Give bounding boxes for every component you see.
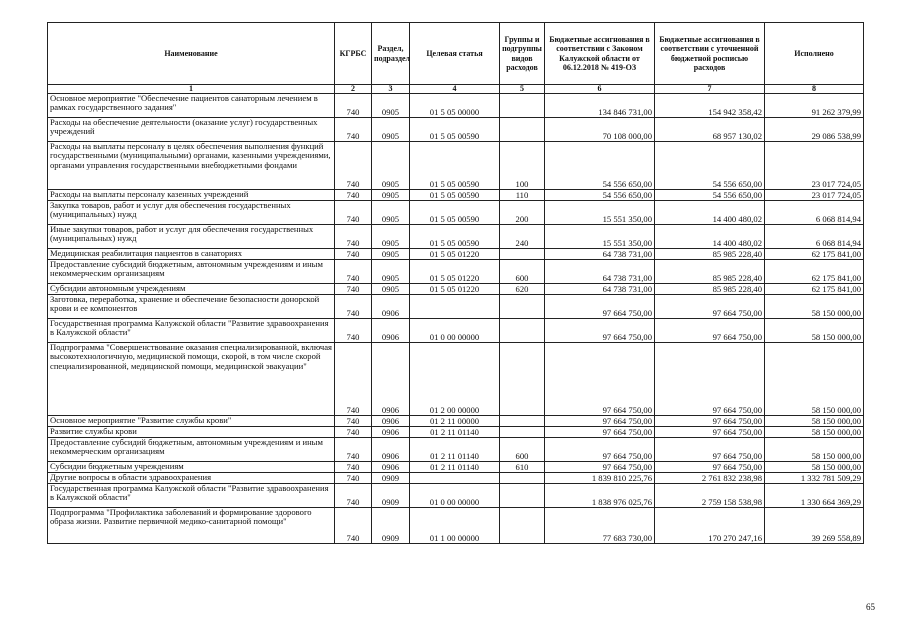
row-name-cell: Основное мероприятие "Развитие службы крови": [48, 416, 335, 427]
section-cell: 0905: [372, 190, 410, 201]
refined-amount-cell: 170 270 247,16: [655, 508, 765, 544]
expense-type-cell: [500, 484, 545, 508]
header-expense-groups: Группы и подгруппы видов расходов: [500, 23, 545, 85]
kgrbs-cell: 740: [335, 94, 372, 118]
section-cell: 0905: [372, 142, 410, 190]
table-row: [48, 249, 864, 260]
refined-amount-cell: 97 664 750,00: [655, 462, 765, 473]
kgrbs-cell: 740: [335, 284, 372, 295]
executed-amount-cell: 29 086 538,99: [765, 118, 864, 142]
law-amount-cell: 97 664 750,00: [545, 462, 655, 473]
law-amount-cell: 1 838 976 025,76: [545, 484, 655, 508]
table-row: [48, 118, 864, 142]
kgrbs-cell: 740: [335, 416, 372, 427]
section-cell: 0905: [372, 260, 410, 284]
refined-amount-cell: 14 400 480,02: [655, 225, 765, 249]
law-amount-cell: 15 551 350,00: [545, 201, 655, 225]
target-article-cell: 01 2 00 00000: [410, 343, 500, 416]
section-cell: 0906: [372, 438, 410, 462]
kgrbs-cell: 740: [335, 473, 372, 484]
law-amount-cell: 15 551 350,00: [545, 225, 655, 249]
section-cell: 0906: [372, 462, 410, 473]
refined-amount-cell: 97 664 750,00: [655, 416, 765, 427]
header-name: Наименование: [48, 23, 335, 85]
row-name-cell: Расходы на выплаты персоналу казенных учреждений: [48, 190, 335, 201]
target-article-cell: 01 5 05 01220: [410, 249, 500, 260]
target-article-cell: 01 2 11 00000: [410, 416, 500, 427]
table-row: [48, 319, 864, 343]
target-article-cell: 01 1 00 00000: [410, 508, 500, 544]
section-cell: 0909: [372, 508, 410, 544]
target-article-cell: 01 5 05 00000: [410, 94, 500, 118]
header-refined-allocations: Бюджетные ассигнования в соответствии с уточненной бюджетной росписью расходов: [655, 23, 765, 85]
law-amount-cell: 97 664 750,00: [545, 427, 655, 438]
section-cell: 0905: [372, 225, 410, 249]
section-cell: 0905: [372, 118, 410, 142]
header-row: [48, 23, 864, 85]
column-number: 4: [410, 85, 500, 94]
table-row: [48, 462, 864, 473]
column-number: 1: [48, 85, 335, 94]
executed-amount-cell: 58 150 000,00: [765, 416, 864, 427]
row-name-cell: Субсидии автономным учреждениям: [48, 284, 335, 295]
kgrbs-cell: 740: [335, 118, 372, 142]
refined-amount-cell: 14 400 480,02: [655, 201, 765, 225]
table-row: [48, 416, 864, 427]
law-amount-cell: 64 738 731,00: [545, 260, 655, 284]
executed-amount-cell: 39 269 558,89: [765, 508, 864, 544]
column-number: 6: [545, 85, 655, 94]
expense-type-cell: [500, 295, 545, 319]
table-body: [48, 94, 864, 544]
header-kgrbs: КГРБС: [335, 23, 372, 85]
section-cell: 0905: [372, 284, 410, 295]
kgrbs-cell: 740: [335, 343, 372, 416]
refined-amount-cell: 54 556 650,00: [655, 142, 765, 190]
target-article-cell: [410, 473, 500, 484]
header-razdel: Раздел, подраздел: [372, 23, 410, 85]
target-article-cell: 01 0 00 00000: [410, 484, 500, 508]
column-number: 8: [765, 85, 864, 94]
target-article-cell: 01 5 05 01220: [410, 260, 500, 284]
section-cell: 0906: [372, 343, 410, 416]
row-name-cell: Основное мероприятие "Обеспечение пациентов санаторным лечением в рамках государственного задания": [48, 94, 335, 118]
table-row: [48, 343, 864, 416]
kgrbs-cell: 740: [335, 462, 372, 473]
expense-type-cell: [500, 427, 545, 438]
expense-type-cell: [500, 508, 545, 544]
refined-amount-cell: 97 664 750,00: [655, 427, 765, 438]
section-cell: 0906: [372, 427, 410, 438]
kgrbs-cell: 740: [335, 508, 372, 544]
refined-amount-cell: 85 985 228,40: [655, 260, 765, 284]
executed-amount-cell: 1 332 781 509,29: [765, 473, 864, 484]
executed-amount-cell: 91 262 379,99: [765, 94, 864, 118]
section-cell: 0905: [372, 249, 410, 260]
budget-table: [47, 22, 864, 544]
law-amount-cell: 97 664 750,00: [545, 416, 655, 427]
kgrbs-cell: 740: [335, 427, 372, 438]
table-row: [48, 190, 864, 201]
row-name-cell: Расходы на обеспечение деятельности (оказание услуг) государственных учреждений: [48, 118, 335, 142]
executed-amount-cell: 62 175 841,00: [765, 260, 864, 284]
expense-type-cell: [500, 473, 545, 484]
refined-amount-cell: 54 556 650,00: [655, 190, 765, 201]
expense-type-cell: 240: [500, 225, 545, 249]
law-amount-cell: 54 556 650,00: [545, 142, 655, 190]
executed-amount-cell: 58 150 000,00: [765, 462, 864, 473]
law-amount-cell: 64 738 731,00: [545, 249, 655, 260]
table-row: [48, 438, 864, 462]
executed-amount-cell: 62 175 841,00: [765, 284, 864, 295]
expense-type-cell: [500, 118, 545, 142]
executed-amount-cell: 6 068 814,94: [765, 201, 864, 225]
executed-amount-cell: 62 175 841,00: [765, 249, 864, 260]
refined-amount-cell: 68 957 130,02: [655, 118, 765, 142]
row-name-cell: Медицинская реабилитация пациентов в санаториях: [48, 249, 335, 260]
kgrbs-cell: 740: [335, 201, 372, 225]
row-name-cell: Иные закупки товаров, работ и услуг для обеспечения государственных (муниципальных) нужд: [48, 225, 335, 249]
target-article-cell: 01 2 11 01140: [410, 438, 500, 462]
expense-type-cell: 200: [500, 201, 545, 225]
target-article-cell: 01 5 05 00590: [410, 190, 500, 201]
refined-amount-cell: 2 761 832 238,98: [655, 473, 765, 484]
table-row: [48, 94, 864, 118]
executed-amount-cell: 58 150 000,00: [765, 427, 864, 438]
row-name-cell: Субсидии бюджетным учреждениям: [48, 462, 335, 473]
kgrbs-cell: 740: [335, 142, 372, 190]
table-row: [48, 260, 864, 284]
refined-amount-cell: 97 664 750,00: [655, 295, 765, 319]
expense-type-cell: 110: [500, 190, 545, 201]
expense-type-cell: 600: [500, 438, 545, 462]
row-name-cell: Расходы на выплаты персоналу в целях обеспечения выполнения функций государственными (муниципальными) органами, казенными учреждениями, органами управления государственными внебюджетными фондами: [48, 142, 335, 190]
executed-amount-cell: 58 150 000,00: [765, 295, 864, 319]
executed-amount-cell: 58 150 000,00: [765, 343, 864, 416]
header-executed: Исполнено: [765, 23, 864, 85]
section-cell: 0909: [372, 484, 410, 508]
law-amount-cell: 77 683 730,00: [545, 508, 655, 544]
law-amount-cell: 1 839 810 225,76: [545, 473, 655, 484]
row-name-cell: Другие вопросы в области здравоохранения: [48, 473, 335, 484]
row-name-cell: Государственная программа Калужской области "Развитие здравоохранения в Калужской области": [48, 484, 335, 508]
target-article-cell: 01 5 05 00590: [410, 142, 500, 190]
law-amount-cell: 97 664 750,00: [545, 438, 655, 462]
header-law-allocations: Бюджетные ассигнования в соответствии с Законом Калужской области от 06.12.2018 № 419-ОЗ: [545, 23, 655, 85]
table-row: [48, 201, 864, 225]
table-row: [48, 225, 864, 249]
expense-type-cell: 610: [500, 462, 545, 473]
law-amount-cell: 54 556 650,00: [545, 190, 655, 201]
row-name-cell: Развитие службы крови: [48, 427, 335, 438]
section-cell: 0906: [372, 416, 410, 427]
refined-amount-cell: 97 664 750,00: [655, 319, 765, 343]
section-cell: 0906: [372, 295, 410, 319]
law-amount-cell: 97 664 750,00: [545, 343, 655, 416]
kgrbs-cell: 740: [335, 438, 372, 462]
column-number: 5: [500, 85, 545, 94]
expense-type-cell: 620: [500, 284, 545, 295]
section-cell: 0906: [372, 319, 410, 343]
refined-amount-cell: 97 664 750,00: [655, 343, 765, 416]
target-article-cell: 01 0 00 00000: [410, 319, 500, 343]
target-article-cell: [410, 295, 500, 319]
law-amount-cell: 134 846 731,00: [545, 94, 655, 118]
header-target-article: Целевая статья: [410, 23, 500, 85]
expense-type-cell: [500, 319, 545, 343]
refined-amount-cell: 85 985 228,40: [655, 249, 765, 260]
executed-amount-cell: 6 068 814,94: [765, 225, 864, 249]
target-article-cell: 01 5 05 00590: [410, 225, 500, 249]
executed-amount-cell: 23 017 724,05: [765, 142, 864, 190]
table-row: [48, 284, 864, 295]
expense-type-cell: [500, 249, 545, 260]
target-article-cell: 01 2 11 01140: [410, 462, 500, 473]
executed-amount-cell: 58 150 000,00: [765, 319, 864, 343]
kgrbs-cell: 740: [335, 295, 372, 319]
law-amount-cell: 70 108 000,00: [545, 118, 655, 142]
section-cell: 0909: [372, 473, 410, 484]
law-amount-cell: 97 664 750,00: [545, 295, 655, 319]
refined-amount-cell: 85 985 228,40: [655, 284, 765, 295]
column-number: 2: [335, 85, 372, 94]
law-amount-cell: 64 738 731,00: [545, 284, 655, 295]
row-name-cell: Подпрограмма "Профилактика заболеваний и формирование здорового образа жизни. Развитие первичной медико-санитарной помощи": [48, 508, 335, 544]
kgrbs-cell: 740: [335, 249, 372, 260]
law-amount-cell: 97 664 750,00: [545, 319, 655, 343]
expense-type-cell: 600: [500, 260, 545, 284]
page-number: 65: [866, 602, 875, 612]
expense-type-cell: [500, 94, 545, 118]
row-name-cell: Заготовка, переработка, хранение и обеспечение безопасности донорской крови и ее компонентов: [48, 295, 335, 319]
target-article-cell: 01 2 11 01140: [410, 427, 500, 438]
target-article-cell: 01 5 05 00590: [410, 201, 500, 225]
kgrbs-cell: 740: [335, 319, 372, 343]
target-article-cell: 01 5 05 01220: [410, 284, 500, 295]
expense-type-cell: [500, 343, 545, 416]
row-name-cell: Государственная программа Калужской области "Развитие здравоохранения в Калужской области": [48, 319, 335, 343]
section-cell: 0905: [372, 201, 410, 225]
refined-amount-cell: 97 664 750,00: [655, 438, 765, 462]
executed-amount-cell: 23 017 724,05: [765, 190, 864, 201]
refined-amount-cell: 154 942 358,42: [655, 94, 765, 118]
row-name-cell: Предоставление субсидий бюджетным, автономным учреждениям и иным некоммерческим организациям: [48, 260, 335, 284]
refined-amount-cell: 2 759 158 538,98: [655, 484, 765, 508]
kgrbs-cell: 740: [335, 190, 372, 201]
section-cell: 0905: [372, 94, 410, 118]
table-row: [48, 508, 864, 544]
kgrbs-cell: 740: [335, 484, 372, 508]
table-row: [48, 295, 864, 319]
executed-amount-cell: 58 150 000,00: [765, 438, 864, 462]
kgrbs-cell: 740: [335, 225, 372, 249]
table-row: [48, 142, 864, 190]
expense-type-cell: [500, 416, 545, 427]
row-name-cell: Подпрограмма "Совершенствование оказания специализированной, включая высокотехнологичную, медицинской помощи, скорой, в том числе скорой специализированной, медицинской помощи, медицинской эвакуации": [48, 343, 335, 416]
target-article-cell: 01 5 05 00590: [410, 118, 500, 142]
table-row: [48, 473, 864, 484]
row-name-cell: Предоставление субсидий бюджетным, автономным учреждениям и иным некоммерческим организациям: [48, 438, 335, 462]
executed-amount-cell: 1 330 664 369,29: [765, 484, 864, 508]
kgrbs-cell: 740: [335, 260, 372, 284]
table-row: [48, 427, 864, 438]
column-number: 7: [655, 85, 765, 94]
row-name-cell: Закупка товаров, работ и услуг для обеспечения государственных (муниципальных) нужд: [48, 201, 335, 225]
column-number: 3: [372, 85, 410, 94]
table-row: [48, 484, 864, 508]
expense-type-cell: 100: [500, 142, 545, 190]
